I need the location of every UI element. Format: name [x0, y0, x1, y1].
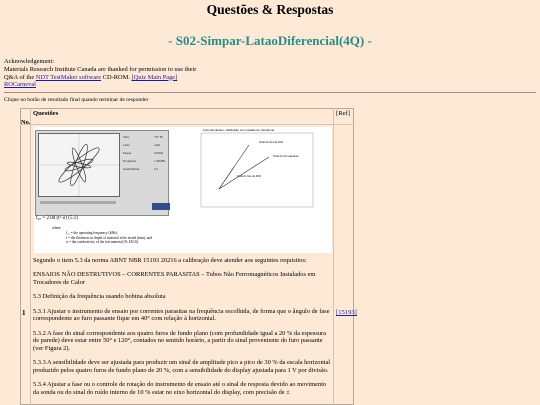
panel-label: Frequência [123, 159, 137, 163]
ndt-testmaker-link[interactable]: NDT TestMaker software [35, 73, 102, 81]
panel-label: Latão [123, 143, 130, 147]
paragraph-532: 5.3.2 A fase do sinal correspondente aos quatro furos de fundo plano (com profundidade igual a 20 % da espessura de parede) deve estar entre 50° e 120°, contados no sentido horário, a partir do sinal proveniente do furo passante (ver Figura 2). [33, 329, 327, 352]
question-intro: Segundo o item 5.3 da norma ABNT NBR 15193 20216 a calibração deve atender aos seguintes requisitos: [33, 257, 307, 264]
panel-value: 1.00MHz [154, 159, 166, 163]
panel-label: Espess. [123, 151, 132, 155]
lissajous-icon [39, 134, 119, 196]
panel-label: Sensibilidade [123, 167, 140, 171]
quiz-main-page-link[interactable]: [Quiz Main Page] [131, 73, 178, 81]
ack-line3 [4, 74, 196, 82]
instrument-panel [35, 130, 169, 216]
panel-value: Adm [154, 143, 160, 147]
formula-def: f₉₀ = the operating frequency (kHz), [66, 230, 118, 235]
formula-definitions [52, 226, 152, 245]
acknowledgement [4, 58, 196, 89]
norm-title: ENSAIOS NÃO DESTRUTIVOS – CORRENTES PARASITAS – Tubos Não Ferromagnéticos Instalados em Trocadores de Calor [33, 271, 316, 286]
scope-display [38, 133, 120, 197]
page-title: Questões & Respostas [206, 2, 334, 17]
paragraph-531: 5.3.1 Ajustar o instrumento de ensaio por correntes parasitas na frequência escolhida, de forma que o ângulo de fase correspondente ao furo passante fique em 40° com relação à horizontal. [33, 307, 330, 323]
paragraph-533: 5.3.3 A sensibilidade deve ser ajustada para produzir um sinal de amplitude pico a pico de 30 % da escala horizontal produzido pelos quatro furos de fundo plano de 20 %, com a sensibilidade do display ajustada para 1 V por divisão. [33, 359, 331, 374]
ack-heading: Acknowledgement: [4, 58, 55, 65]
question-ref-link[interactable]: [15193] [336, 309, 357, 316]
column-header-ref: [Ref] [336, 110, 350, 117]
ack-middle: CD-ROM. [101, 73, 132, 81]
formula-def: t = the thickness or depth of material to be tested (mm), and [66, 235, 152, 240]
table-divider-ref [333, 108, 334, 405]
column-header-questions: Questões [33, 110, 59, 117]
panel-button [152, 203, 170, 210]
panel-value: 0.4 [154, 167, 158, 171]
table-divider-no [30, 108, 31, 405]
paragraph-534: 5.3.4 Ajustar a fase ou o controle de rotação do instrumento de ensaio até o sinal de resposta devido ao movimento da sonda ou do sinal do ruído interno de 10 % estar no eixo horizontal do display, com precisão de ± [33, 381, 327, 396]
ack-prefix: Q&A of the [4, 73, 36, 81]
section-heading: 5.3 Definição da frequência usando bobina absoluta [33, 293, 166, 301]
quiz-subtitle: - S02-Simpar-LataoDiferencial(4Q) - [168, 33, 372, 48]
formula-where: where [52, 226, 61, 230]
question-body [33, 257, 331, 403]
graph-label: Sinal do furo de 40% [237, 175, 262, 178]
ack-text: Materials Research Institute Canada are thanked for permission to use their [4, 65, 197, 73]
scroll-bar [40, 201, 116, 204]
instruction-text: Clique no botão de resultado final quando terminar de responder [4, 97, 149, 103]
divider [4, 92, 536, 93]
column-header-no: No. [21, 119, 31, 126]
table-header-divider [20, 124, 354, 125]
graph-label: Sinal do furo de 20% [259, 141, 284, 144]
frequency-formula: f₉₀ = 2.00 (t²·σ) (5.1) [36, 216, 78, 221]
graph-label: Sinal do furo passante [273, 155, 299, 158]
calibration-graph [189, 127, 317, 212]
question-number: 1 [22, 309, 26, 317]
graph-title: Formula abaixo: calibração com padrão de referência [203, 128, 275, 132]
formula-def: σ = the conductivity of the test material (% IACS). [66, 240, 140, 245]
panel-label: Tubo [123, 135, 130, 139]
panel-value: 0.049in [154, 151, 164, 155]
rocarneval-link[interactable]: ROCarneval [4, 81, 36, 89]
panel-value: 7/8" Br [154, 135, 163, 139]
